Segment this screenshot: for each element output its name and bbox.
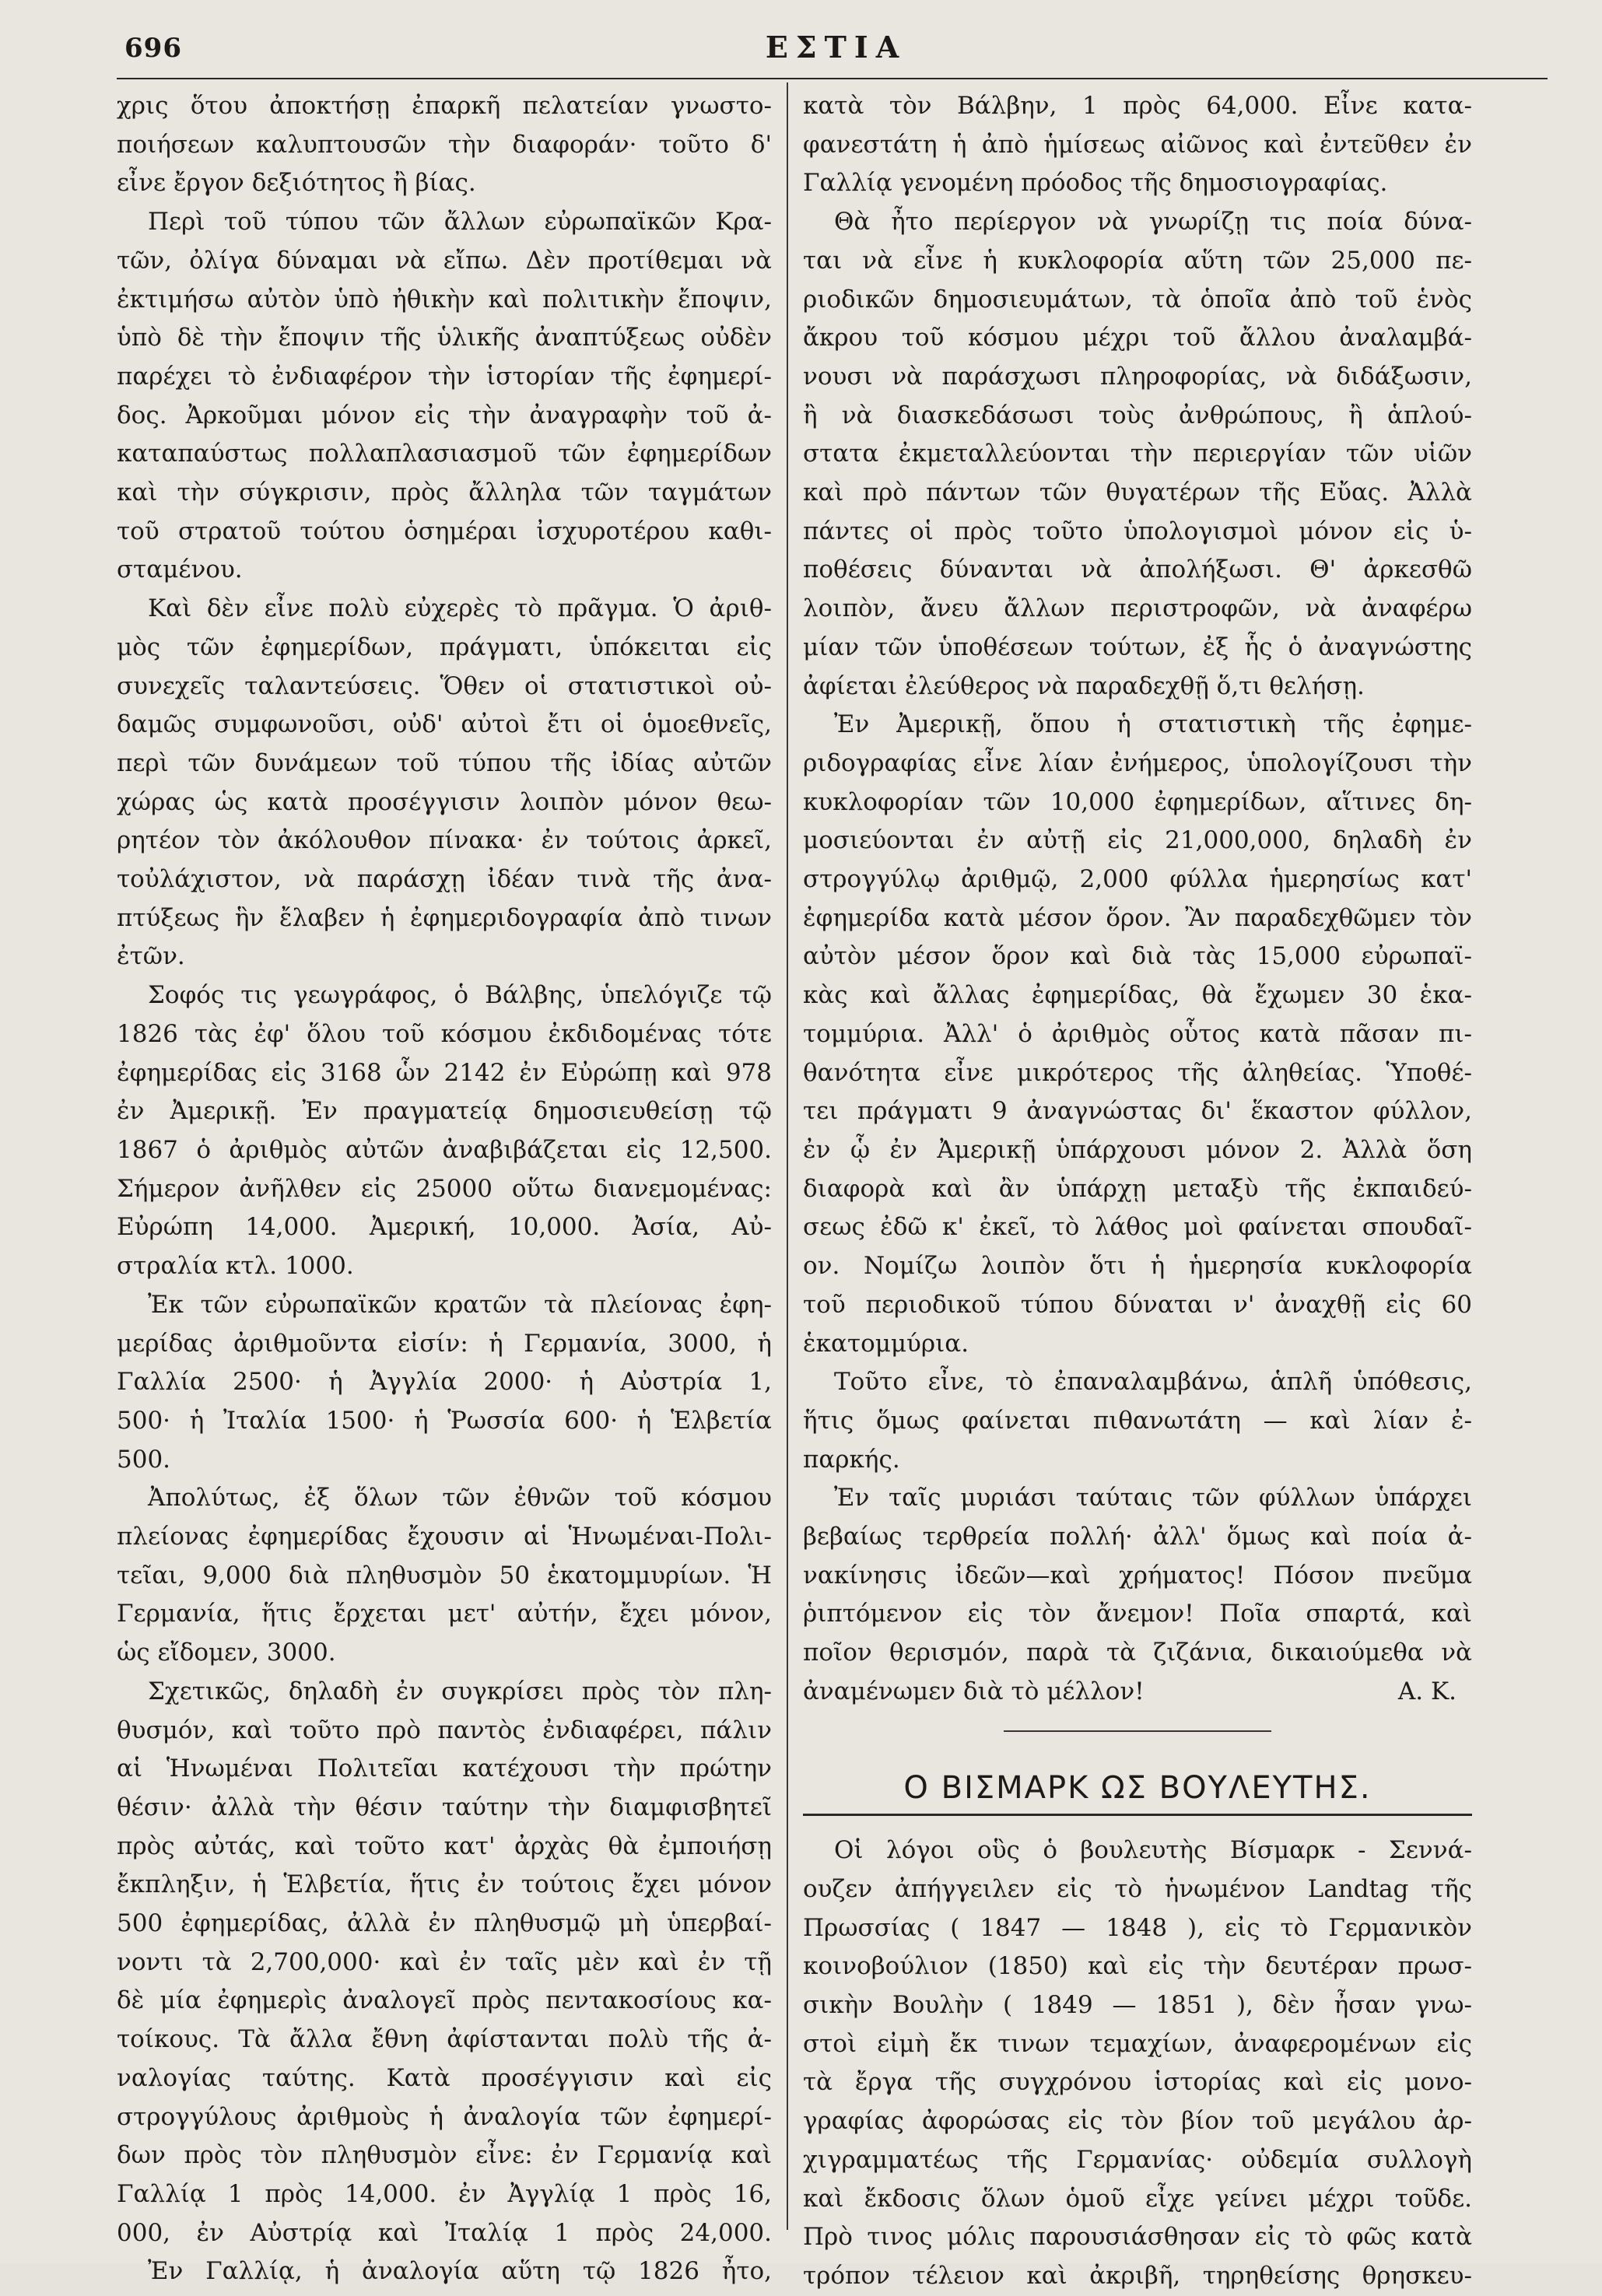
- text-line: 500.: [117, 1445, 171, 1474]
- text-line: περὶ τῶν δυνάμεων τοῦ τύπου τῆς ἰδίας αὐτῶν: [117, 748, 772, 777]
- text-line: κὰς καὶ ἄλλας ἐφημερίδας, θὰ ἔχωμεν 30 ἑκα-: [803, 981, 1472, 1010]
- text-line: ποῖον θερισμόν, παρὰ τὰ ζιζάνια, δικαιούμεθα νὰ: [803, 1639, 1472, 1667]
- text-line: εἶνε ἔργον δεξιότητος ἢ βίας.: [117, 169, 476, 198]
- text-line: πτύξεως ἣν ἔλαβεν ἡ ἐφημεριδογραφία ἀπὸ τινων: [117, 903, 772, 932]
- right-column: [803, 87, 1472, 2296]
- page-header: [124, 30, 1548, 76]
- text-line: Γαλλίᾳ γενομένη πρόοδος τῆς δημοσιογραφίας.: [803, 169, 1388, 198]
- text-line: Πρωσσίας ( 1847 — 1848 ), εἰς τὸ Γερμανικὸν: [803, 1913, 1472, 1942]
- text-line: μίαν τῶν ὑποθέσεων τούτων, ἐξ ἧς ὁ ἀναγνώστης: [803, 633, 1472, 661]
- text-line: Καὶ δὲν εἶνε πολὺ εὐχερὲς τὸ πρᾶγμα. Ὁ ἀριθ-: [148, 594, 772, 623]
- text-line: Ἀπολύτως, ἐξ ὅλων τῶν ἐθνῶν τοῦ κόσμου: [148, 1484, 772, 1513]
- article-body: [803, 1832, 1472, 2295]
- text-line: μερίδας ἀριθμοῦντα εἰσίν: ἡ Γερμανία, 3000, ἡ: [117, 1329, 772, 1358]
- signature-line: [803, 1673, 1472, 1712]
- text-line: χώρας ὡς κατὰ προσέγγισιν λοιπὸν μόνον θεω-: [117, 787, 772, 816]
- text-line: παρκής.: [803, 1445, 900, 1474]
- text-line: δαμῶς συμφωνοῦσι, οὐδ' αὐτοὶ ἔτι οἱ ὁμοεθνεῖς,: [117, 710, 772, 739]
- text-line: Ἐν Ἀμερικῇ, ὅπου ἡ στατιστικὴ τῆς ἐφημε-: [834, 710, 1472, 739]
- text-line: ἐφημερίδας εἰς 3168 ὧν 2142 ἐν Εὐρώπῃ καὶ 978: [117, 1058, 772, 1087]
- text-line: βεβαίως τερθρεία πολλή· ἀλλ' ὅμως καὶ ποία ἀ-: [803, 1523, 1472, 1551]
- column-divider: [787, 82, 788, 2230]
- text-line: σικὴν Βουλὴν ( 1849 — 1851 ), δὲν ἦσαν γνω-: [803, 1991, 1472, 2020]
- text-line: κοινοβούλιον (1850) καὶ εἰς τὴν δευτέραν πρωσ-: [803, 1952, 1472, 1981]
- text-line: κατὰ τὸν Βάλβην, 1 πρὸς 64,000. Εἶνε κατα-: [803, 92, 1472, 120]
- running-title: ΕΣΤΙΑ: [765, 30, 907, 65]
- text-line: δων πρὸς τὸν πληθυσμὸν εἶνε: ἐν Γερμανίᾳ καὶ: [117, 2141, 772, 2170]
- text-line: ὑπὸ δὲ τὴν ἔποψιν τῆς ὑλικῆς ἀναπτύξεως οὐδὲν: [117, 324, 772, 352]
- text-line: τοίκους. Τὰ ἄλλα ἔθνη ἀφίστανται πολὺ τῆς ἀ-: [117, 2025, 772, 2054]
- text-line: στραλία κτλ. 1000.: [117, 1252, 354, 1281]
- left-column: [117, 87, 772, 2291]
- signature: Α. Κ.: [1397, 1677, 1457, 1705]
- text-line: κυκλοφορίαν τῶν 10,000 ἐφημερίδων, αἵτινες δη-: [803, 787, 1472, 816]
- text-line: ἐκτιμήσω αὐτὸν ὑπὸ ἠθικὴν καὶ πολιτικὴν ἔποψιν,: [117, 285, 772, 314]
- text-line: τει πράγματι 9 ἀναγνώστας δι' ἕκαστον φύλλον,: [803, 1097, 1472, 1126]
- text-line: Θὰ ἦτο περίεργον νὰ γνωρίζῃ τις ποία δύνα-: [834, 208, 1472, 237]
- text-line: ἢ νὰ διασκεδάσωσι τοὺς ἀνθρώπους, ἢ ἁπλού-: [803, 401, 1472, 429]
- text-line: ὡς εἴδομεν, 3000.: [117, 1639, 336, 1667]
- text-line: τοῦ στρατοῦ τούτου ὁσημέραι ἰσχυροτέρου καθι-: [117, 517, 772, 545]
- section-divider: [803, 1712, 1472, 1743]
- text-line: καὶ τὴν σύγκρισιν, πρὸς ἄλληλα τῶν ταγμάτων: [117, 478, 772, 507]
- text-line: παρέχει τὸ ἐνδιαφέρον τὴν ἱστορίαν τῆς ἐφημερί-: [117, 362, 772, 391]
- text-line: ται νὰ εἶνε ἡ κυκλοφορία αὕτη τῶν 25,000 πε-: [803, 246, 1472, 275]
- text-line: Ἐν ταῖς μυριάσι ταύταις τῶν φύλλων ὑπάρχει: [834, 1484, 1472, 1513]
- text-line: Ἐν Γαλλίᾳ, ἡ ἀναλογία αὕτη τῷ 1826 ἦτο,: [148, 2257, 772, 2286]
- text-line: αἱ Ἡνωμέναι Πολιτεῖαι κατέχουσι τὴν πρώτην: [117, 1754, 772, 1783]
- header-rule: [117, 78, 1548, 79]
- text-line: Σήμερον ἀνῆλθεν εἰς 25000 οὕτω διανεμομένας:: [117, 1174, 772, 1203]
- text-line: 1867 ὁ ἀριθμὸς αὐτῶν ἀναβιβάζεται εἰς 12,500.: [117, 1135, 772, 1164]
- text-line: ἥτις ὅμως φαίνεται πιθανωτάτη — καὶ λίαν ἐ-: [803, 1406, 1472, 1435]
- text-line: σταμένου.: [117, 556, 243, 584]
- text-line: 500· ἡ Ἰταλία 1500· ἡ Ῥωσσία 600· ἡ Ἑλβετία: [117, 1406, 772, 1435]
- text-line: χιγραμματέως τῆς Γερμανίας· οὐδεμία συλλογὴ: [803, 2145, 1472, 2174]
- text-line: ουζεν ἀπήγγειλεν εἰς τὸ ἡνωμένον Landtag τῆς: [803, 1874, 1472, 1903]
- text-line: νακίνησις ἰδεῶν—καὶ χρήματος! Πόσον πνεῦμα: [803, 1561, 1472, 1590]
- text-line: ἔκπληξιν, ἡ Ἑλβετία, ἥτις ἐν τούτοις ἔχει μόνον: [117, 1870, 772, 1899]
- text-line: στρογγύλῳ ἀριθμῷ, 2,000 φύλλα ἡμερησίως κατ': [803, 865, 1472, 894]
- text-line: χρις ὅτου ἀποκτήσῃ ἐπαρκῆ πελατείαν γνωστο-: [117, 92, 772, 120]
- text-line: αὐτὸν μέσον ὅρον καὶ διὰ τὰς 15,000 εὐρωπαϊ-: [803, 942, 1472, 971]
- article-title: Ο ΒΙΣΜΑΡΚ ΩΣ ΒΟΥΛΕΥΤΗΣ.: [803, 1769, 1472, 1817]
- text-line: τομμύρια. Ἀλλ' ὁ ἀριθμὸς οὗτος κατὰ πᾶσαν πι-: [803, 1019, 1472, 1048]
- page-number: 696: [124, 33, 182, 64]
- text-line: δος. Ἀρκοῦμαι μόνον εἰς τὴν ἀναγραφὴν τοῦ ἀ-: [117, 401, 772, 429]
- text-line: Γερμανία, ἥτις ἔρχεται μετ' αὐτήν, ἔχει μόνον,: [117, 1600, 772, 1628]
- text-line: καὶ ἔκδοσις ὅλων ὁμοῦ εἶχε γείνει μέχρι τοῦδε.: [803, 2184, 1472, 2213]
- text-line: στοὶ εἰμὴ ἔκ τινων τεμαχίων, ἀναφερομένων εἰς: [803, 2029, 1472, 2058]
- text-line: ον. Νομίζω λοιπὸν ὅτι ἡ ἡμερησία κυκλοφορία: [803, 1252, 1472, 1281]
- text-line: μὸς τῶν ἐφημερίδων, πράγματι, ὑπόκειται εἰς: [117, 633, 772, 661]
- text-line: 1826 τὰς ἐφ' ὅλου τοῦ κόσμου ἐκδιδομένας τότε: [117, 1019, 772, 1048]
- text-line: 500 ἐφημερίδας, ἀλλὰ ἐν πληθυσμῷ μὴ ὑπερβαί-: [117, 1909, 772, 1938]
- text-line: Σχετικῶς, δηλαδὴ ἐν συγκρίσει πρὸς τὸν πλη-: [148, 1677, 772, 1705]
- text-line: τρόπον τέλειον καὶ ἀκριβῆ, τηρηθείσης θρησκευ-: [803, 2261, 1472, 2290]
- text-line: πλείονας ἐφημερίδας ἔχουσιν αἱ Ἡνωμέναι-Πολι-: [117, 1523, 772, 1551]
- text-line: δὲ μία ἐφημερὶς ἀναλογεῖ πρὸς πεντακοσίους κα-: [117, 1986, 772, 2015]
- text-line: σεως ἐδῶ κ' ἐκεῖ, τὸ λάθος μοὶ φαίνεται σπουδαῖ-: [803, 1213, 1472, 1242]
- text-line: ριοδικῶν δημοσιευμάτων, τὰ ὁποῖα ἀπὸ τοῦ ἑνὸς: [803, 285, 1472, 314]
- text-line: τὰ ἔργα τῆς συγχρόνου ἱστορίας καὶ εἰς μονο-: [803, 2068, 1472, 2097]
- text-line: θυσμόν, καὶ τοῦτο πρὸ παντὸς ἐνδιαφέρει, πάλιν: [117, 1716, 772, 1744]
- text-line: ῥιπτόμενον εἰς τὸν ἄνεμον! Ποῖα σπαρτά, καὶ: [803, 1600, 1472, 1628]
- text-line: τεῖαι, 9,000 διὰ πληθυσμὸν 50 ἑκατομμυρίων. Ἡ: [117, 1561, 772, 1590]
- text-line: πάντες οἱ πρὸς τοῦτο ὑπολογισμοὶ μόνον εἰς ὑ-: [803, 517, 1472, 545]
- text-line: τοὐλάχιστον, νὰ παράσχῃ ἰδέαν τινὰ τῆς ἀνα-: [117, 865, 772, 894]
- text-line: ριδογραφίας εἶνε λίαν ἐνήμερος, ὑπολογίζουσι τὴν: [803, 748, 1472, 777]
- text-line: Περὶ τοῦ τύπου τῶν ἄλλων εὐρωπαϊκῶν Κρα-: [148, 208, 772, 237]
- text-line: ἐν Ἀμερικῇ. Ἐν πραγματείᾳ δημοσιευθείσῃ τῷ: [117, 1097, 772, 1126]
- text-line: πρὸς αὐτάς, καὶ τοῦτο κατ' ἀρχὰς θὰ ἐμποιήσῃ: [117, 1832, 772, 1860]
- text-line: ἐφημερίδα κατὰ μέσον ὅρον. Ἂν παραδεχθῶμεν τὸν: [803, 903, 1472, 932]
- text-line: Ἐκ τῶν εὐρωπαϊκῶν κρατῶν τὰ πλείονας ἐφη-: [148, 1290, 772, 1319]
- right-column-text: [803, 87, 1472, 1673]
- text-line: ναλογίας ταύτης. Κατὰ προσέγγισιν καὶ εἰς: [117, 2063, 772, 2092]
- text-line: ἀφίεται ἐλεύθερος νὰ παραδεχθῇ ὅ,τι θελήσῃ.: [803, 671, 1365, 700]
- text-line: καὶ πρὸ πάντων τῶν θυγατέρων τῆς Εὔας. Ἀλλὰ: [803, 478, 1472, 507]
- text-line: Γαλλίᾳ 1 πρὸς 14,000. ἐν Ἀγγλίᾳ 1 πρὸς 16,: [117, 2179, 772, 2208]
- text-line: ἑκατομμύρια.: [803, 1329, 969, 1358]
- text-line: ἐτῶν.: [117, 942, 185, 971]
- text-line: Πρὸ τινος μόλις παρουσιάσθησαν εἰς τὸ φῶς κατὰ: [803, 2223, 1472, 2252]
- text-line: 000, ἐν Αὐστρίᾳ καὶ Ἰταλίᾳ 1 πρὸς 24,000.: [117, 2218, 772, 2247]
- text-line: ποιήσεων καλυπτουσῶν τὴν διαφοράν· τοῦτο δ': [117, 130, 772, 159]
- text-line: ἄκρου τοῦ κόσμου μέχρι τοῦ ἄλλου ἀναλαμβά-: [803, 324, 1472, 352]
- text-line: τοῦ περιοδικοῦ τύπου δύναται ν' ἀναχθῇ εἰς 60: [803, 1290, 1472, 1319]
- text-line: θέσιν· ἀλλὰ τὴν θέσιν ταύτην τὴν διαμφισβητεῖ: [117, 1793, 772, 1821]
- text-line: στρογγύλους ἀριθμοὺς ἡ ἀναλογία τῶν ἐφημερί-: [117, 2102, 772, 2131]
- text-line: μοσιεύονται ἐν αὐτῇ εἰς 21,000,000, δηλαδὴ ἐν: [803, 826, 1472, 855]
- text-line: συνεχεῖς ταλαντεύσεις. Ὅθεν οἱ στατιστικοὶ οὐ-: [117, 671, 772, 700]
- text-line: γραφίας ἀφορώσας εἰς τὸν βίον τοῦ μεγάλου ἀρ-: [803, 2107, 1472, 2136]
- text-line: φανεστάτη ἡ ἀπὸ ἡμίσεως αἰῶνος καὶ ἐντεῦθεν ἐν: [803, 130, 1472, 159]
- text-line: ἐν ᾧ ἐν Ἀμερικῇ ὑπάρχουσι μόνον 2. Ἀλλὰ ὅση: [803, 1135, 1472, 1164]
- text-line: στατα ἐκμεταλλεύονται τὴν περιεργίαν τῶν υἱῶν: [803, 440, 1472, 468]
- text-line: Γαλλία 2500· ἡ Ἀγγλία 2000· ἡ Αὐστρία 1,: [117, 1368, 772, 1397]
- text-line: τῶν, ὀλίγα δύναμαι νὰ εἴπω. Δὲν προτίθεμαι νὰ: [117, 246, 772, 275]
- text-line: ποθέσεις δύνανται νὰ ἀπολήξωσι. Θ' ἀρκεσθῶ: [803, 556, 1472, 584]
- text-line: Τοῦτο εἶνε, τὸ ἐπαναλαμβάνω, ἁπλῆ ὑπόθεσις,: [834, 1368, 1472, 1397]
- text-line: Οἱ λόγοι οὓς ὁ βουλευτὴς Βίσμαρκ - Σεννά-: [834, 1836, 1472, 1865]
- text-line: Εὐρώπη 14,000. Ἀμερική, 10,000. Ἀσία, Αὐ-: [117, 1213, 772, 1242]
- closing-line: ἀναμένωμεν διὰ τὸ μέλλον!: [803, 1677, 1145, 1705]
- text-line: καταπαύστως πολλαπλασιασμοῦ τῶν ἐφημερίδων: [117, 440, 772, 468]
- text-line: ρητέον τὸν ἀκόλουθον πίνακα· ἐν τούτοις ἀρκεῖ,: [117, 826, 772, 855]
- text-line: λοιπὸν, ἄνευ ἄλλων περιστροφῶν, νὰ ἀναφέρω: [803, 594, 1472, 623]
- text-line: θανότητα εἶνε μικρότερος τῆς ἀληθείας. Ὑποθέ-: [803, 1058, 1472, 1087]
- text-line: Σοφός τις γεωγράφος, ὁ Βάλβης, ὑπελόγιζε τῷ: [148, 981, 772, 1010]
- text-line: διαφορὰ καὶ ἂν ὑπάρχῃ μεταξὺ τῆς ἐκπαιδεύ-: [803, 1174, 1472, 1203]
- text-line: νουσι νὰ παράσχωσι πληροφορίας, νὰ διδάξωσιν,: [803, 362, 1472, 391]
- text-line: νοντι τὰ 2,700,000· καὶ ἐν ταῖς μὲν καὶ ἐν τῇ: [117, 1947, 772, 1976]
